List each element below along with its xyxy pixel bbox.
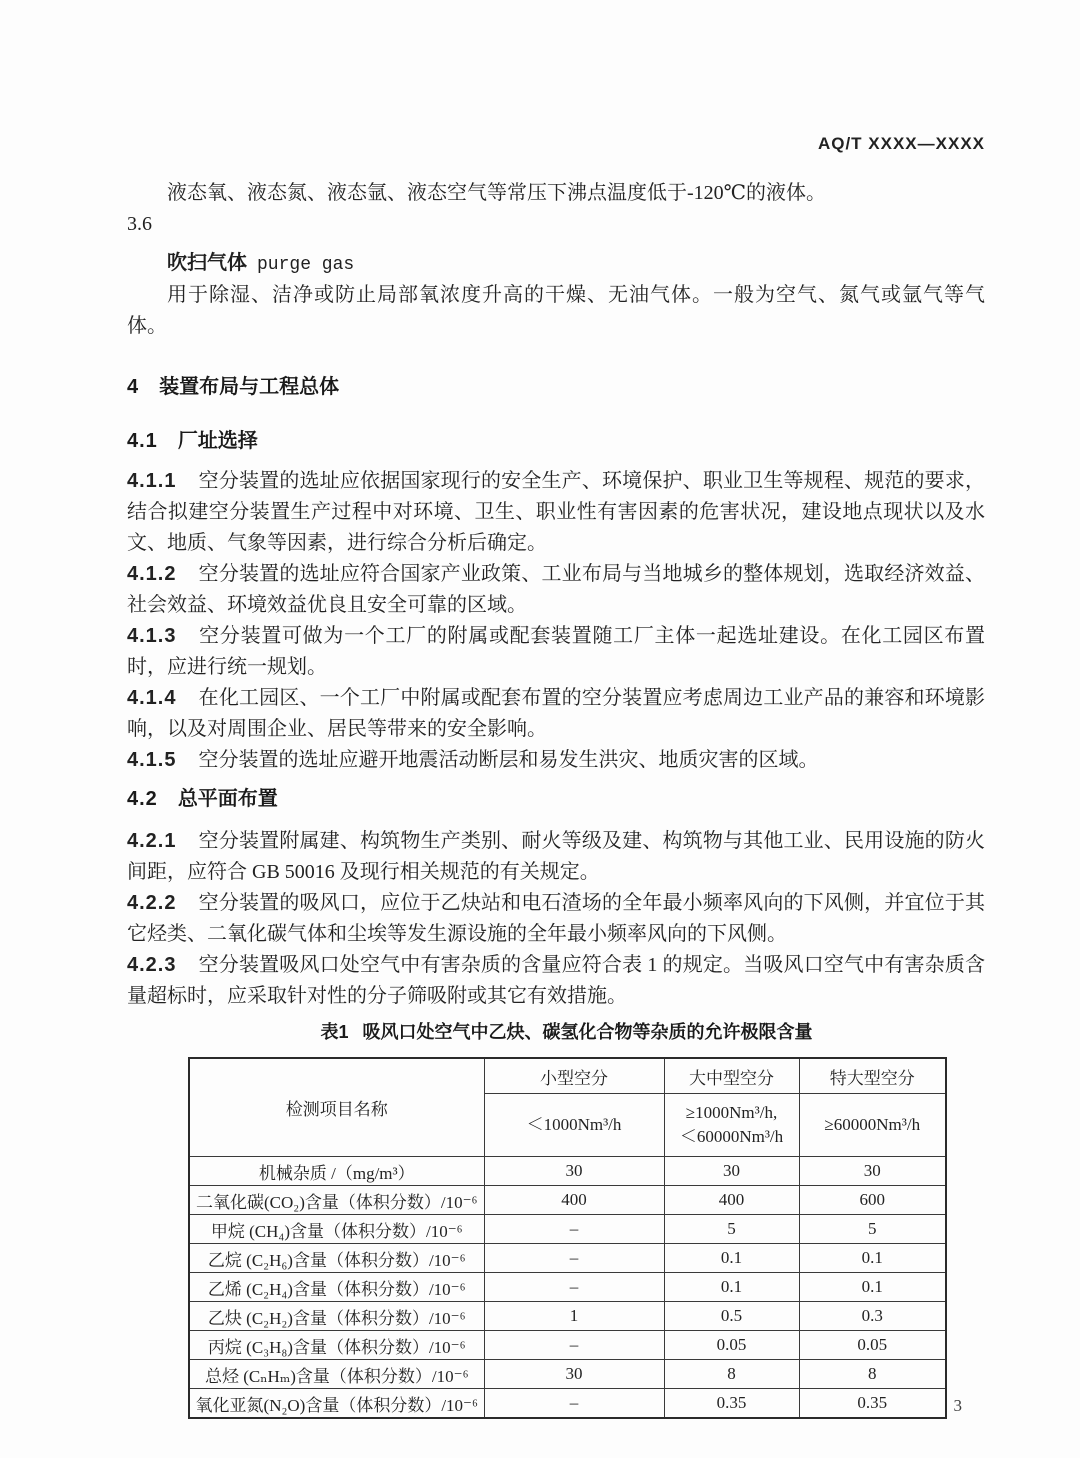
table1-caption-text: 吸风口处空气中乙炔、碳氢化合物等杂质的允许极限含量 (362, 1022, 813, 1042)
table-row (189, 1215, 946, 1244)
clause-text: 空分装置附属建、构筑物生产类别、耐火等级及建、构筑物与其他工业、民用设施的防火间距，应符合 GB 50016 及现行相关规范的有关规定。 (127, 830, 985, 883)
header-xl-plant: 特大型空分 (799, 1058, 946, 1094)
clause-number: 4.1.4 (127, 687, 177, 709)
clause-text: 在化工园区、一个工厂中附属或配套布置的空分装置应考虑周边工业产品的兼容和环境影响，以及对周围企业、居民等带来的安全影响。 (127, 687, 985, 740)
range-line: ≥60000Nm³/h (824, 1115, 921, 1134)
table1-caption (188, 1021, 945, 1043)
cell-value: 0.05 (664, 1331, 799, 1360)
clause-paragraph (127, 466, 985, 559)
cell-value: 400 (484, 1186, 664, 1215)
cell-value: – (484, 1215, 664, 1244)
row-label: 乙烯 (C₂H₄)含量（体积分数）/10⁻⁶ (189, 1273, 484, 1302)
header-item-name: 检测项目名称 (189, 1058, 484, 1157)
cell-value: 0.35 (664, 1389, 799, 1419)
clause-text: 空分装置的选址应依据国家现行的安全生产、环境保护、职业卫生等规程、规范的要求，结合拟建空分装置生产过程中对环境、卫生、职业性有害因素的危害状况，建设地点现状以及水文、地质、气象等因素，进行综合分析后确定。 (127, 470, 985, 554)
header-medium-range (664, 1094, 799, 1157)
heading-4-2 (127, 784, 985, 815)
cell-value: 0.5 (664, 1302, 799, 1331)
clause-3-6-number: 3.6 (127, 213, 152, 235)
table-row (189, 1389, 946, 1419)
row-label: 氧化亚氮(N₂O)含量（体积分数）/10⁻⁶ (189, 1389, 484, 1419)
table-row (189, 1244, 946, 1273)
cell-value: 600 (799, 1186, 946, 1215)
clause-text: 空分装置吸风口处空气中有害杂质的含量应符合表 1 的规定。当吸风口空气中有害杂质含量超标时，应采取针对性的分子筛吸附或其它有效措施。 (127, 954, 985, 1007)
table-row (189, 1360, 946, 1389)
heading-4-2-title: 总平面布置 (177, 788, 278, 810)
intro-paragraph: 液态氧、液态氮、液态氩、液态空气等常压下沸点温度低于-120℃的液体。 (167, 182, 827, 204)
term-en: purge gas (257, 255, 355, 275)
table-row (189, 1186, 946, 1215)
clause-number: 4.2.2 (127, 892, 177, 914)
clause-number: 4.2.3 (127, 954, 177, 976)
heading-4 (127, 372, 985, 403)
cell-value: 30 (664, 1157, 799, 1186)
header-small-range (484, 1094, 664, 1157)
heading-4-1-number: 4.1 (127, 430, 158, 452)
doc-code: AQ/T XXXX—XXXX (817, 134, 985, 153)
cell-value: 1 (484, 1302, 664, 1331)
cell-value: – (484, 1244, 664, 1273)
heading-4-1 (127, 426, 985, 457)
row-label: 乙炔 (C₂H₂)含量（体积分数）/10⁻⁶ (189, 1302, 484, 1331)
row-label: 二氧化碳(CO₂)含量（体积分数）/10⁻⁶ (189, 1186, 484, 1215)
clause-paragraph (127, 559, 985, 621)
table-row (189, 1273, 946, 1302)
clause-number: 4.2.1 (127, 830, 177, 852)
cell-value: 30 (484, 1157, 664, 1186)
heading-4-2-number: 4.2 (127, 788, 158, 810)
cell-value: 8 (799, 1360, 946, 1389)
clause-paragraph (127, 950, 985, 1012)
row-label: 甲烷 (CH₄)含量（体积分数）/10⁻⁶ (189, 1215, 484, 1244)
heading-4-1-title: 厂址选择 (177, 430, 258, 452)
clause-number: 4.1.5 (127, 749, 177, 771)
header-small-plant: 小型空分 (484, 1058, 664, 1094)
cell-value: 0.3 (799, 1302, 946, 1331)
table-row (189, 1302, 946, 1331)
clause-paragraph (127, 683, 985, 745)
table-row (189, 1331, 946, 1360)
range-line: ＜60000Nm³/h (679, 1127, 784, 1146)
clause-paragraph (127, 745, 985, 776)
cell-value: – (484, 1273, 664, 1302)
term-line (167, 248, 985, 280)
table-row (189, 1157, 946, 1186)
table-header-row-types (189, 1058, 946, 1094)
header-xl-range (799, 1094, 946, 1157)
range-line: ≥1000Nm³/h, (685, 1103, 778, 1122)
cell-value: 0.05 (799, 1331, 946, 1360)
table1-air-impurity-limits (188, 1057, 947, 1419)
table1-caption-label: 表1 (320, 1022, 349, 1042)
clause-paragraph (127, 826, 985, 888)
range-line: ＜1000Nm³/h (526, 1115, 622, 1134)
cell-value: 5 (664, 1215, 799, 1244)
cell-value: 0.1 (664, 1273, 799, 1302)
cell-value: 8 (664, 1360, 799, 1389)
cell-value: 400 (664, 1186, 799, 1215)
cell-value: – (484, 1389, 664, 1419)
row-label: 机械杂质 /（mg/m³） (189, 1157, 484, 1186)
clause-text: 空分装置的选址应符合国家产业政策、工业布局与当地城乡的整体规划，选取经济效益、社会效益、环境效益优良且安全可靠的区域。 (127, 563, 985, 616)
page-number: 3 (953, 1396, 962, 1415)
clause-paragraph (127, 621, 985, 683)
clause-number: 4.1.1 (127, 470, 177, 492)
cell-value: 0.1 (799, 1244, 946, 1273)
cell-value: 30 (799, 1157, 946, 1186)
cell-value: 0.1 (799, 1273, 946, 1302)
clause-text: 空分装置可做为一个工厂的附属或配套装置随工厂主体一起选址建设。在化工园区布置时，应进行统一规划。 (127, 625, 985, 678)
clause-text: 空分装置的吸风口，应位于乙炔站和电石渣场的全年最小频率风向的下风侧，并宜位于其它烃类、二氧化碳气体和尘埃等发生源设施的全年最小频率风向的下风侧。 (127, 892, 985, 945)
clause-number: 4.1.3 (127, 625, 177, 647)
cell-value: 5 (799, 1215, 946, 1244)
clause-paragraph (127, 888, 985, 950)
cell-value: 30 (484, 1360, 664, 1389)
term-cn: 吹扫气体 (167, 252, 247, 274)
cell-value: – (484, 1331, 664, 1360)
heading-4-title: 装置布局与工程总体 (159, 376, 340, 398)
heading-4-number: 4 (127, 376, 140, 398)
row-label: 丙烷 (C₃H₈)含量（体积分数）/10⁻⁶ (189, 1331, 484, 1360)
cell-value: 0.35 (799, 1389, 946, 1419)
clause-text: 空分装置的选址应避开地震活动断层和易发生洪灾、地质灾害的区域。 (198, 749, 819, 771)
header-medium-plant: 大中型空分 (664, 1058, 799, 1094)
cell-value: 0.1 (664, 1244, 799, 1273)
term-definition: 用于除湿、洁净或防止局部氧浓度升高的干燥、无油气体。一般为空气、氮气或氩气等气体。 (127, 284, 985, 337)
row-label: 总烃 (CₙHₘ)含量（体积分数）/10⁻⁶ (189, 1360, 484, 1389)
row-label: 乙烷 (C₂H₆)含量（体积分数）/10⁻⁶ (189, 1244, 484, 1273)
clause-number: 4.1.2 (127, 563, 177, 585)
